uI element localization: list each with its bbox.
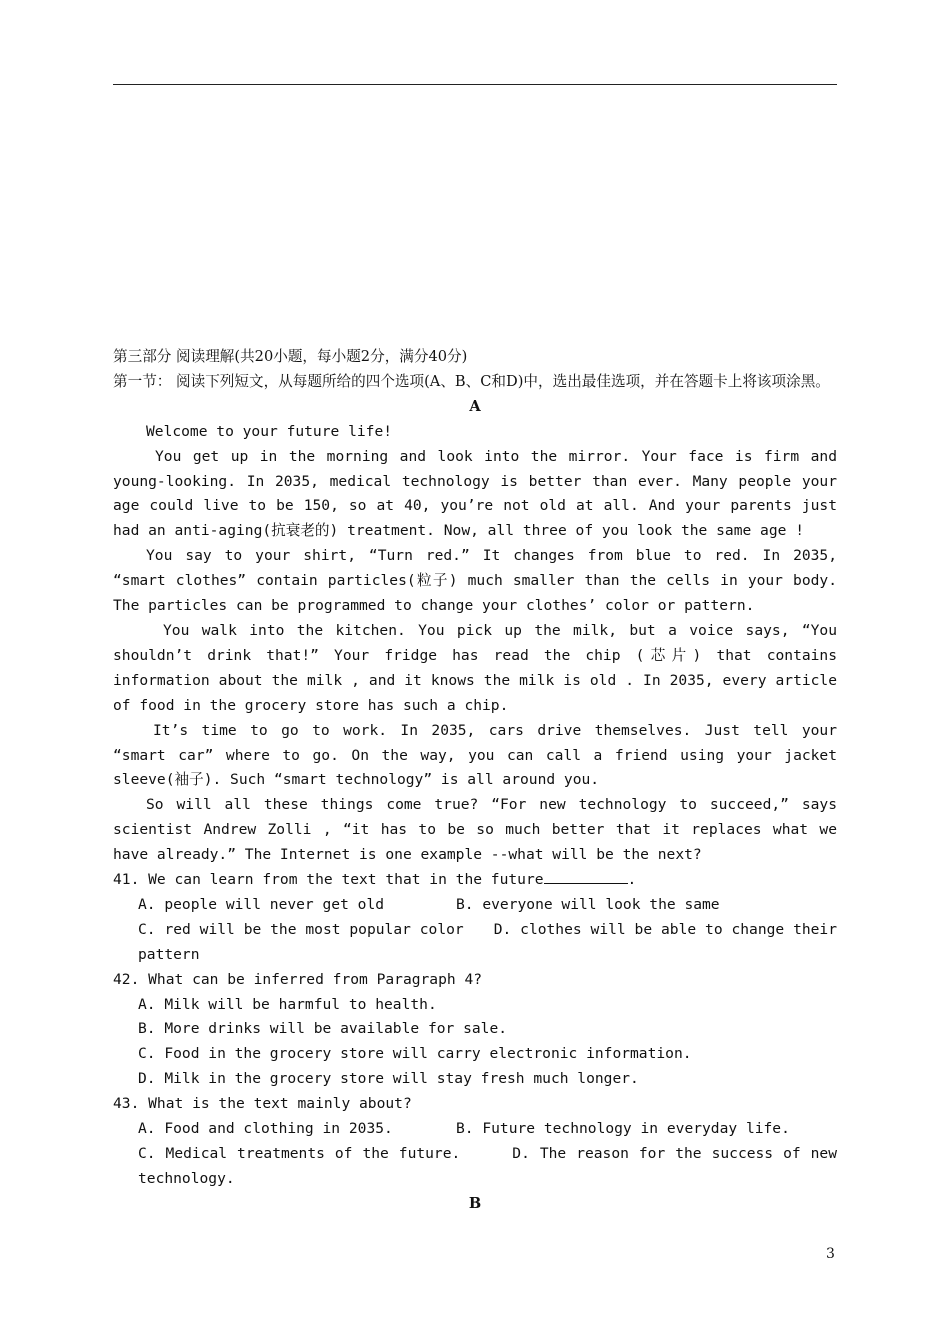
option-d: D. The reason for the success of new technology. bbox=[138, 1145, 837, 1187]
option-row bbox=[113, 1117, 837, 1142]
question-43: 43. What is the text mainly about? bbox=[113, 1095, 412, 1113]
question-42: 42. What can be inferred from Paragraph 4? bbox=[113, 970, 483, 988]
passage-a-label: A bbox=[469, 397, 481, 415]
passage-greeting: Welcome to your future life! bbox=[146, 422, 393, 440]
question-stem-end: . bbox=[627, 871, 637, 889]
reading-section bbox=[113, 345, 837, 1217]
passage-paragraph: You say to your shirt, “Turn red.” It changes from blue to red. In 2035, “smart clothes” contain particles(粒子) much smaller than the cells in your body. The particles can be programmed to change your clothes’ color or pattern. bbox=[113, 547, 837, 615]
passage-paragraph: You walk into the kitchen. You pick up the milk, but a voice says, “You shouldn’t drink that!” Your fridge has read the chip (芯片) that contains information about the milk , and it knows the milk is old . In 2035, every article of food in the grocery store has such a chip. bbox=[113, 621, 837, 714]
option-row bbox=[113, 1142, 837, 1192]
option-b: B. More drinks will be available for sale. bbox=[138, 1020, 508, 1038]
option-row bbox=[113, 918, 837, 968]
option-c: C. red will be the most popular color bbox=[138, 920, 464, 938]
page-number: 3 bbox=[826, 1246, 835, 1262]
option-d: D. clothes will be able to change their pattern bbox=[138, 920, 837, 963]
passage-b-label: B bbox=[468, 1194, 482, 1212]
passage-paragraph: It’s time to go to work. In 2035, cars drive themselves. Just tell your “smart car” where to go. On the way, you can call a friend using your jacket sleeve(袖子). Such “smart technology” is all around you. bbox=[113, 721, 837, 789]
option-a: A. Milk will be harmful to health. bbox=[138, 995, 437, 1013]
option-a: A. people will never get old bbox=[138, 895, 385, 913]
option-c: C. Food in the grocery store will carry electronic information. bbox=[138, 1045, 692, 1063]
option-b: B. everyone will look the same bbox=[456, 895, 720, 913]
option-a: A. Food and clothing in 2035. bbox=[138, 1120, 393, 1138]
option-row bbox=[113, 893, 837, 918]
option-b: B. Future technology in everyday life. bbox=[456, 1120, 790, 1138]
section-heading: 第三部分 阅读理解(共20小题，每小题2分，满分40分) bbox=[113, 348, 468, 365]
section-instruction: 第一节： 阅读下列短文，从每题所给的四个选项(A、B、C和D)中，选出最佳选项，并在答题卡上将该项涂黑。 bbox=[113, 372, 830, 390]
option-c: C. Medical treatments of the future. bbox=[138, 1145, 461, 1162]
answer-blank bbox=[544, 869, 628, 884]
question-stem: 41. We can learn from the text that in the future bbox=[113, 871, 544, 889]
passage-paragraph: So will all these things come true? “For new technology to succeed,” says scientist Andrew Zolli , “it has to be so much better that it replaces what we have already.” The Internet is one example --what will be the next? bbox=[113, 796, 837, 864]
option-d: D. Milk in the grocery store will stay fresh much longer. bbox=[138, 1070, 639, 1088]
header-rule bbox=[113, 84, 837, 85]
question-41 bbox=[113, 868, 837, 893]
passage-paragraph: You get up in the morning and look into the mirror. Your face is firm and young-looking. In 2035, medical technology is better than ever. Many people your age could live to be 150, so at 40, you’re not old at all. And your parents just had an anti-aging(抗衰老的) treatment. Now, all three of you look the same age ! bbox=[113, 447, 837, 540]
